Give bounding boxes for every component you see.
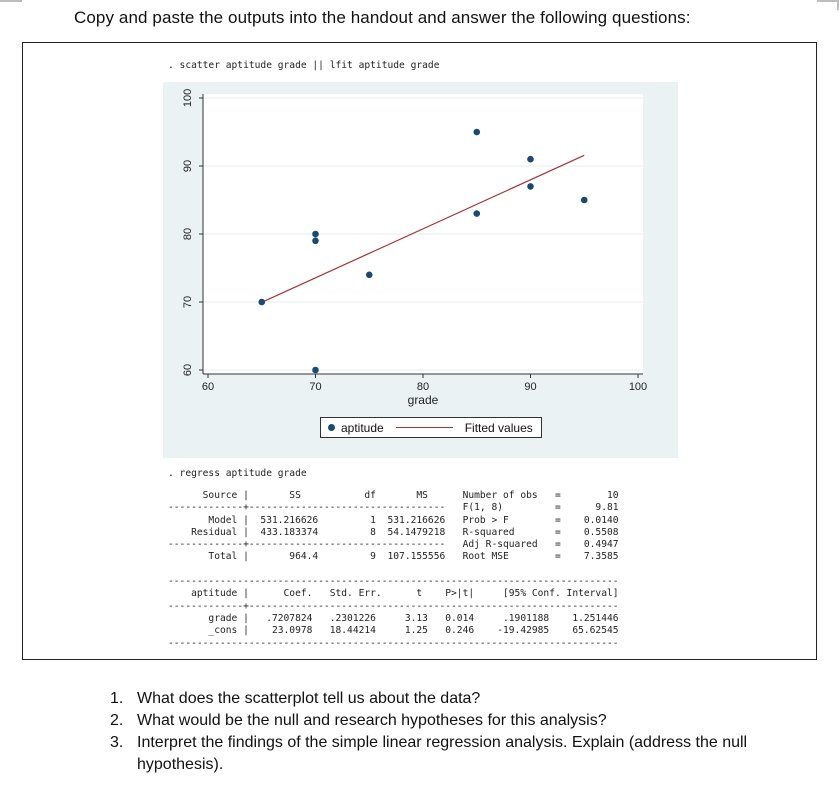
question-item: [110, 710, 790, 732]
legend-scatter-label: aptitude: [341, 420, 384, 435]
x-tick-label: 100: [628, 381, 648, 393]
regression-output: [168, 490, 619, 650]
x-tick-label: 60: [201, 381, 215, 393]
question-text: What would be the null and research hypotheses for this analysis?: [137, 712, 607, 729]
y-tick-label: 70: [182, 295, 194, 309]
regression-line: Residual | 433.183374 8 54.1479218 R-squared = 0.5508: [168, 526, 619, 538]
question-number: 1.: [110, 690, 124, 707]
question-list: [110, 688, 790, 776]
window-corner-right: [817, 0, 839, 10]
legend-line-marker: [396, 427, 453, 428]
question-number: 2.: [110, 712, 124, 729]
scatter-point: [527, 183, 534, 190]
regression-line: -------------+----------------------------------------------------------------: [168, 600, 619, 612]
regress-command: . regress aptitude grade: [168, 468, 307, 479]
y-tick-label: 60: [182, 363, 194, 377]
scatter-point: [312, 238, 319, 245]
legend-line-label: Fitted values: [464, 420, 533, 435]
scatter-point: [312, 231, 319, 238]
regression-line: Model | 531.216626 1 531.216626 Prob > F = 0.0140: [168, 514, 619, 526]
legend-scatter-marker: [328, 424, 335, 431]
question-item: [110, 732, 790, 776]
question-text: What does the scatterplot tell us about the data?: [137, 690, 481, 707]
regression-line: -------------+---------------------------------- F(1, 8) = 9.81: [168, 502, 619, 514]
scatter-point: [258, 299, 265, 306]
instructions-heading: Copy and paste the outputs into the handout and answer the following questions:: [74, 8, 691, 27]
scatter-point: [473, 129, 480, 136]
question-number: 3.: [110, 734, 124, 751]
question-item: [110, 688, 790, 710]
x-axis-title: grade: [407, 393, 439, 407]
question-text: Interpret the findings of the simple linear regression analysis. Explain (address the null hypothesis).: [137, 734, 748, 773]
x-tick-label: 80: [416, 381, 430, 393]
scatter-point: [527, 156, 534, 163]
regression-line: grade | .7207824 .2301226 3.13 0.014 .1901188 1.251446: [168, 612, 619, 624]
window-corner-left: [0, 0, 22, 10]
regression-line: -------------+---------------------------------- Adj R-squared = 0.4947: [168, 539, 619, 551]
x-tick-label: 70: [309, 381, 322, 393]
regression-line: Total | 964.4 9 107.155556 Root MSE = 7.3585: [168, 551, 619, 563]
scatter-point: [312, 367, 319, 374]
scatter-point: [366, 272, 373, 279]
scatter-point: [473, 210, 480, 217]
regression-line: _cons | 23.0978 18.44214 1.25 0.246 -19.42985 65.62545: [168, 625, 619, 637]
scatter-point: [581, 197, 588, 204]
y-tick-label: 80: [182, 227, 194, 241]
regression-line: [168, 564, 619, 576]
chart-legend: [320, 417, 542, 438]
x-tick-label: 90: [524, 381, 537, 393]
y-tick-label: 90: [182, 159, 194, 173]
regression-line: Source | SS df MS Number of obs = 10: [168, 490, 619, 501]
scatter-command: . scatter aptitude grade || lfit aptitude grade: [168, 60, 440, 71]
y-tick-label: 100: [182, 88, 194, 108]
scatter-plot: [163, 82, 678, 458]
regression-line: ------------------------------------------------------------------------------: [168, 637, 619, 649]
regression-line: aptitude | Coef. Std. Err. t P>|t| [95% Conf. Interval]: [168, 588, 619, 600]
regression-line: ------------------------------------------------------------------------------: [168, 576, 619, 588]
